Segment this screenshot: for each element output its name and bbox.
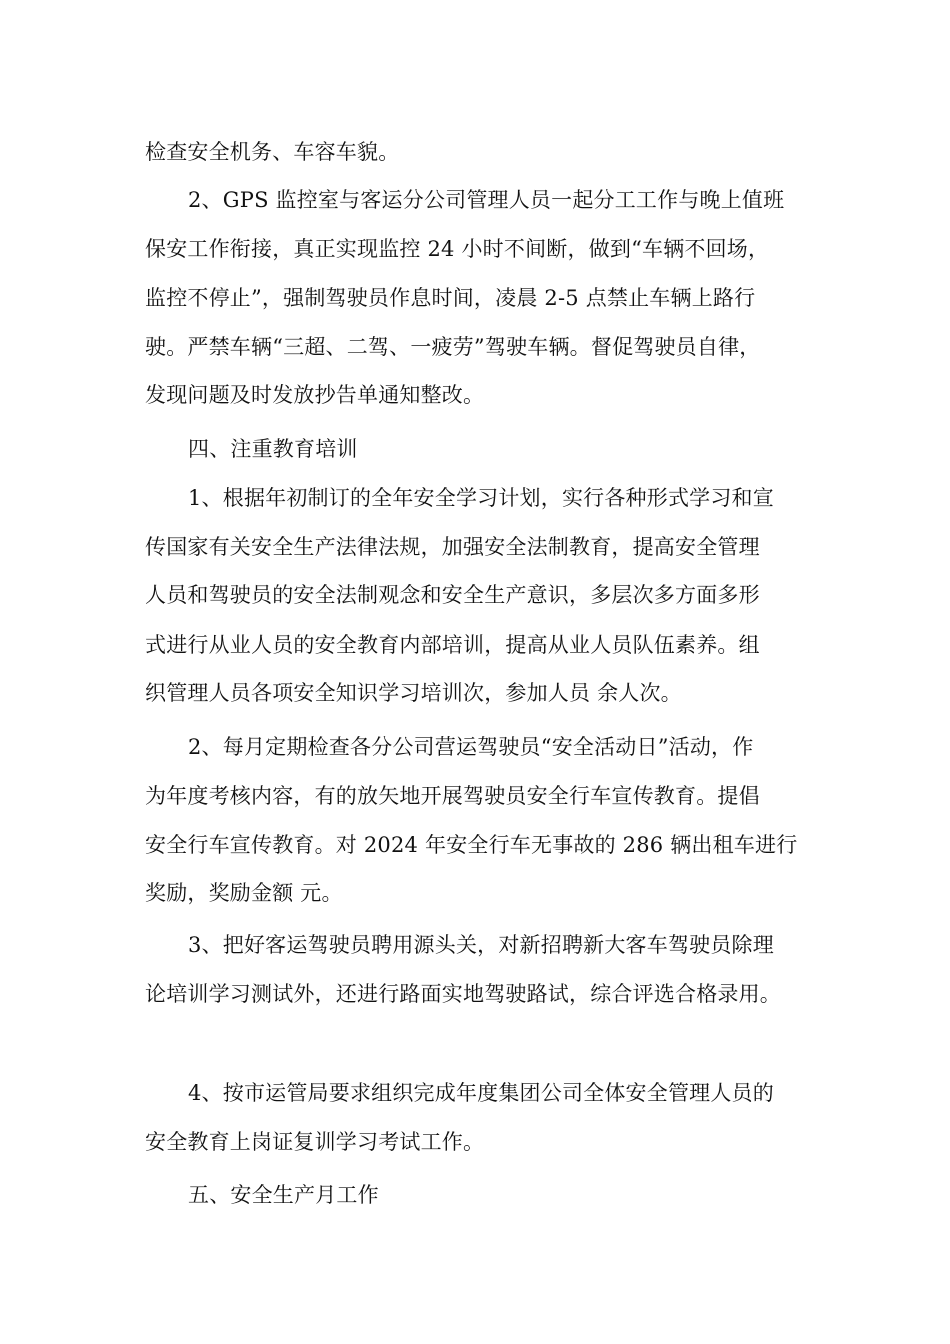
text-line: 保安工作衔接，真正实现监控 24 小时不间断，做到“车辆不回场， — [145, 237, 770, 261]
text-line: 论培训学习测试外，还进行路面实地驾驶路试，综合评选合格录用。 — [145, 982, 781, 1006]
paragraph-start: 2、GPS 监控室与客运分公司管理人员一起分工工作与晚上值班 — [188, 188, 785, 212]
paragraph-start: 4、按市运管局要求组织完成年度集团公司全体安全管理人员的 — [188, 1081, 774, 1105]
text-line: 监控不停止”，强制驾驶员作息时间，凌晨 2-5 点禁止车辆上路行 — [145, 286, 756, 310]
paragraph-start: 2、每月定期检查各分公司营运驾驶员“安全活动日”活动，作 — [188, 735, 754, 759]
text-line: 发现问题及时发放抄告单通知整改。 — [145, 383, 485, 407]
text-line: 织管理人员各项安全知识学习培训次，参加人员 余人次。 — [145, 681, 682, 705]
section-heading: 五、安全生产月工作 — [188, 1183, 379, 1207]
text-line: 式进行从业人员的安全教育内部培训，提高从业人员队伍素养。组 — [145, 633, 760, 657]
text-line: 传国家有关安全生产法律法规，加强安全法制教育，提高安全管理 — [145, 535, 760, 559]
text-line: 安全教育上岗证复训学习考试工作。 — [145, 1130, 485, 1154]
text-line: 驶。严禁车辆“三超、二驾、一疲劳”驾驶车辆。督促驾驶员自律， — [145, 335, 761, 359]
section-heading: 四、注重教育培训 — [188, 437, 358, 461]
paragraph-start: 3、把好客运驾驶员聘用源头关，对新招聘新大客车驾驶员除理 — [188, 933, 774, 957]
text-line: 为年度考核内容，有的放矢地开展驾驶员安全行车宣传教育。提倡 — [145, 784, 760, 808]
text-line: 检查安全机务、车容车貌。 — [145, 140, 400, 164]
paragraph-start: 1、根据年初制订的全年安全学习计划，实行各种形式学习和宣 — [188, 486, 774, 510]
text-line: 安全行车宣传教育。对 2024 年安全行车无事故的 286 辆出租车进行 — [145, 833, 798, 857]
text-line: 人员和驾驶员的安全法制观念和安全生产意识，多层次多方面多形 — [145, 583, 760, 607]
text-line: 奖励，奖励金额 元。 — [145, 881, 343, 905]
